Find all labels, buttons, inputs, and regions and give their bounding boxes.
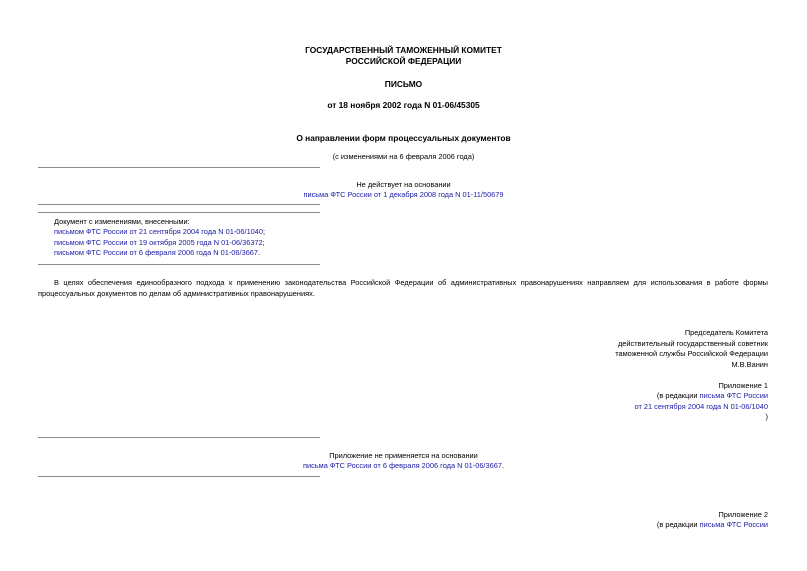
appendix2-edition: (в редакции письма ФТС России — [656, 520, 768, 529]
divider — [38, 212, 320, 213]
appendix-notice-text: Приложение не применяется на основании — [329, 451, 478, 460]
org-name-line1: ГОСУДАРСТВЕННЫЙ ТАМОЖЕННЫЙ КОМИТЕТ — [305, 45, 502, 55]
appendix1-edition-close: ) — [765, 412, 768, 421]
divider — [38, 264, 320, 265]
divider — [38, 167, 320, 168]
amendment-item: письмом ФТС России от 19 октября 2005 года N 01-06/36372; — [54, 238, 265, 247]
doc-title: О направлении форм процессуальных документов — [296, 133, 511, 143]
revision-note: (с изменениями на 6 февраля 2006 года) — [332, 152, 475, 161]
appendix-notice-line: письма ФТС России от 6 февраля 2006 года N 01-06/3667. — [302, 461, 504, 470]
appendix1-edition: (в редакции письма ФТС России — [656, 391, 768, 400]
amendment-link[interactable]: письмом ФТС России от 6 февраля 2006 года N 01-06/3667 — [54, 248, 259, 257]
signature-line: действительный государственный советник — [617, 339, 768, 348]
invalid-notice-text: Не действует на основании — [356, 180, 451, 189]
appendix1-edition-link[interactable]: от 21 сентября 2004 года N 01-06/1040 — [634, 402, 768, 411]
amendment-item: письмом ФТС России от 21 сентября 2004 года N 01-06/1040; — [54, 227, 266, 236]
doc-date-number: от 18 ноября 2002 года N 01-06/45305 — [327, 100, 480, 110]
signature-name: М.В.Ванин — [731, 360, 768, 369]
amendment-item: письмом ФТС России от 6 февраля 2006 года N 01-06/3667. — [54, 248, 261, 257]
appendix-notice-link[interactable]: письма ФТС России от 6 февраля 2006 года N 01-06/3667 — [302, 461, 502, 470]
invalid-notice-link[interactable]: письма ФТС России от 1 декабря 2008 года N 01-11/50679 — [303, 190, 504, 199]
divider — [38, 204, 320, 205]
appendix2-title: Приложение 2 — [718, 510, 768, 519]
appendix1-title: Приложение 1 — [718, 381, 768, 390]
signature-line: таможенной службы Российской Федерации — [615, 349, 768, 358]
divider — [38, 476, 320, 477]
body-paragraph: В целях обеспечения единообразного подхода к применению законодательства Российской Федерации об административных правонарушениях направляем для использования в работе формы процессуальных документов по делам об административных правонарушениях. — [38, 278, 768, 298]
amendment-link[interactable]: письмом ФТС России от 21 сентября 2004 года N 01-06/1040 — [54, 227, 264, 236]
appendix1-edition-link[interactable]: письма ФТС России — [699, 391, 768, 400]
appendix2-edition-link[interactable]: письма ФТС России — [699, 520, 768, 529]
divider — [38, 437, 320, 438]
doc-type: ПИСЬМО — [384, 79, 423, 89]
org-name-line2: РОССИЙСКОЙ ФЕДЕРАЦИИ — [345, 56, 462, 66]
signature-line: Председатель Комитета — [684, 328, 768, 337]
amendments-intro: Документ с изменениями, внесенными: — [54, 217, 190, 226]
amendment-link[interactable]: письмом ФТС России от 19 октября 2005 года N 01-06/36372 — [54, 238, 263, 247]
